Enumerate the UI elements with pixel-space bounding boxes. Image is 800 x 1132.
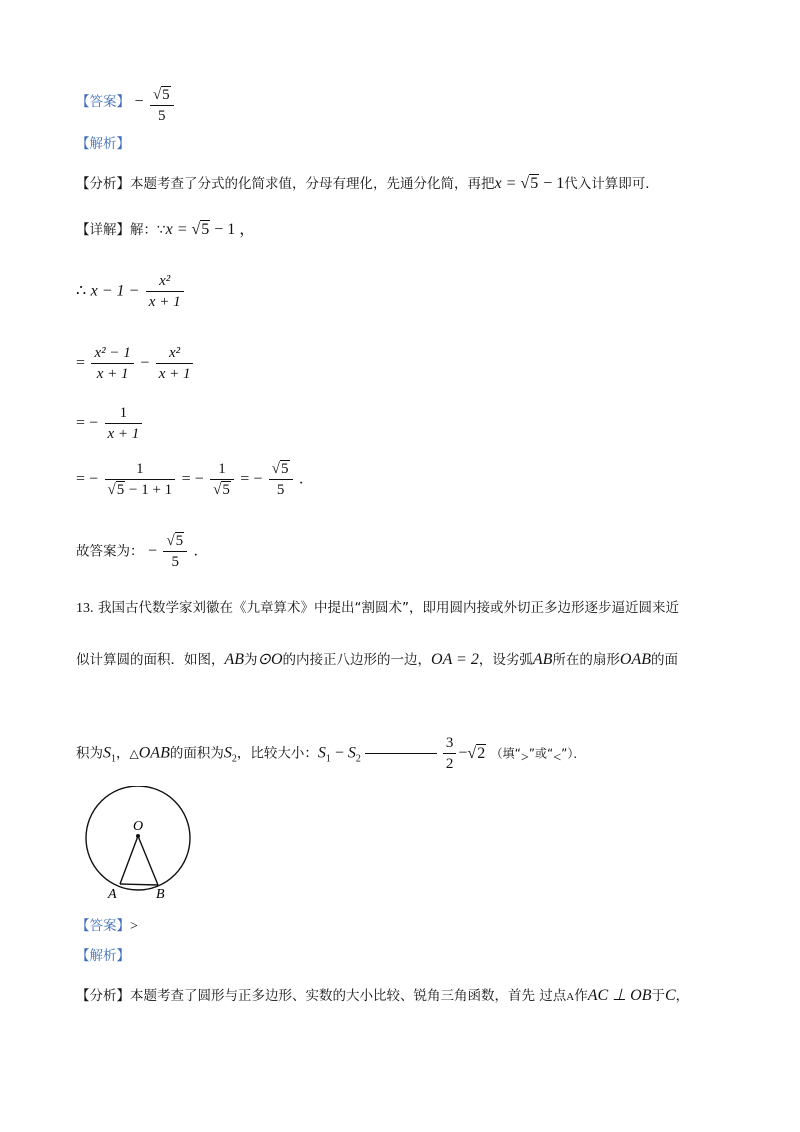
- fenxi-tag: 【分析】: [76, 988, 130, 1004]
- step2-denominator-a: x + 1: [96, 366, 129, 382]
- chord-ab: [120, 884, 158, 885]
- compare-radicand: 2: [477, 744, 486, 762]
- point-a: A: [566, 991, 575, 1003]
- s2-subscript: 2: [231, 753, 237, 765]
- answer-tag: 【答案】: [76, 94, 130, 110]
- radicand: 5: [530, 175, 539, 192]
- fill-hint: （填“: [490, 746, 521, 761]
- xiangjie-text: 解：∵: [130, 222, 166, 238]
- step4-radicand-b: 5: [222, 482, 230, 498]
- stem-text: ，比较大小：: [236, 745, 318, 762]
- perpendicular-expr: AC ⊥ OB: [587, 987, 652, 1004]
- step2-numerator-b: x²: [156, 344, 194, 364]
- step2-fraction-b: [156, 344, 194, 383]
- equals-minus: = −: [76, 414, 99, 432]
- stem-text: ，设劣弧: [478, 652, 533, 668]
- minus-sign: −: [140, 354, 150, 372]
- expr-x: x =: [494, 175, 521, 192]
- step2-line: [76, 344, 195, 383]
- center-point: [136, 834, 140, 838]
- s1-symbol: S: [103, 744, 111, 762]
- q13-stem-line3: 积为$S_1$，△OAB的面积为$S_2$，比较大小：$S_1 - S_2$ $\frac{3}{2}$ −√2 （填“>”或“<”）．: [76, 735, 586, 772]
- final-fraction: $\frac{√5}{5}$: [163, 532, 187, 571]
- fill-hint: ”或“: [528, 746, 554, 761]
- answer-tag: 【答案】: [76, 918, 130, 934]
- stem-text: 的内接正八边形的一边，: [282, 652, 432, 668]
- answer-fraction: $\frac{√5}{5}$: [150, 86, 174, 125]
- final-answer-line-q12: [76, 532, 208, 571]
- step4-fraction-a: $\frac{1}{√5 - 1 + 1}$: [105, 460, 176, 499]
- period: ．: [193, 544, 208, 560]
- answer-radicand: 5: [162, 87, 170, 103]
- compare-fraction: [443, 734, 457, 773]
- step4-radicand-c: 5: [281, 461, 289, 477]
- analysis-header-q13: [76, 946, 130, 966]
- fenxi-line-q12: 【分析】本题考查了分式的化简求值，分母有理化，先通分化简，再把x = √5 − 1代入计算即可．: [76, 175, 659, 192]
- step1-denominator: x + 1: [148, 294, 181, 310]
- yu-text: 于: [651, 988, 665, 1004]
- equals-minus: = −: [240, 470, 263, 488]
- minus-sign: −: [330, 744, 348, 762]
- less-than-option: <: [553, 750, 562, 766]
- radius-oa: [120, 836, 138, 884]
- fenxi-line-q13: [76, 986, 689, 1007]
- given-radicand: 5: [201, 221, 210, 238]
- minus-sign: −: [134, 93, 144, 110]
- answer-value: >: [130, 919, 138, 934]
- analysis-tag: 【解析】: [76, 136, 130, 152]
- step4-fraction-c: $\frac{√5}{5}$: [269, 460, 293, 499]
- triangle-symbol: △: [129, 746, 139, 761]
- fenxi-text-end: 代入计算即可．: [564, 176, 659, 192]
- stem-text: 似计算圆的面积．如图，: [76, 652, 225, 668]
- step3-fraction: [105, 404, 143, 443]
- step4-numerator-a: 1: [105, 460, 176, 480]
- final-answer-text: 故答案为：: [76, 543, 144, 560]
- diff-s1: S: [317, 744, 326, 762]
- segment-ab: AB: [224, 651, 245, 668]
- xiangjie-line-q12: 【详解】解：∵x = √5 − 1 ，: [76, 221, 256, 238]
- analysis-tag: 【解析】: [76, 948, 130, 964]
- question-number: 13.: [76, 601, 94, 616]
- step1-line: [76, 272, 186, 311]
- s1-subscript: 1: [111, 753, 116, 765]
- step3-line: [76, 404, 144, 443]
- compare-numerator: 3: [443, 734, 457, 754]
- step1-numerator: x²: [146, 272, 184, 292]
- diff-s2: S: [347, 744, 356, 762]
- final-denominator: 5: [171, 554, 180, 570]
- step3-denominator: x + 1: [107, 426, 140, 442]
- fenxi-text: 本题考查了分式的化简求值，分母有理化，先通分化简，再把: [130, 176, 495, 192]
- stem-text: 所在的扇形: [552, 652, 620, 668]
- step4-numerator-b: 1: [210, 460, 234, 480]
- stem-text: 积为: [76, 745, 103, 762]
- answer-line-q12: [76, 86, 176, 125]
- xiangjie-tag: 【详解】: [76, 222, 130, 238]
- stem-text: 的面积为: [169, 745, 224, 762]
- fill-hint: ”）．: [561, 746, 586, 761]
- diff-s2-subscript: 2: [355, 753, 361, 765]
- sector-oab: OAB: [619, 651, 652, 668]
- stem-text: 为: [244, 652, 258, 668]
- compare-denominator: 2: [445, 756, 454, 772]
- answer-denominator: 5: [158, 108, 166, 124]
- answer-blank[interactable]: [365, 753, 437, 754]
- equals-minus: = −: [76, 470, 99, 488]
- stem-text: ，: [116, 745, 130, 762]
- comma: ，: [675, 988, 690, 1004]
- minus-sign: −: [147, 542, 157, 560]
- answer-line-q13: [76, 916, 138, 937]
- circle-o: ⊙O: [257, 651, 283, 668]
- stem-text: 的面: [651, 652, 679, 668]
- equals-sign: =: [76, 354, 86, 372]
- fenxi-tag: 【分析】: [76, 176, 130, 192]
- triangle-oab: OAB: [138, 744, 170, 762]
- step2-fraction-a: [91, 344, 133, 383]
- radius-ob: [138, 836, 158, 885]
- zuo-text: 作: [574, 988, 588, 1004]
- arc-ab: AB: [532, 651, 553, 668]
- given-x: x =: [165, 221, 192, 238]
- diff-s1-subscript: 1: [325, 753, 331, 765]
- therefore-sign: ∴: [76, 282, 87, 300]
- step1-fraction: [146, 272, 184, 311]
- step4-radicand-a: 5: [116, 482, 125, 498]
- step4-denominator-c: 5: [276, 482, 285, 498]
- expr-tail: − 1: [539, 175, 565, 192]
- q13-stem-line1: [76, 598, 679, 619]
- label-a: A: [108, 887, 117, 902]
- period: ．: [298, 472, 313, 488]
- oa-equation: OA = 2: [431, 651, 479, 668]
- circle-figure: [78, 786, 218, 906]
- q13-stem-line2: [76, 650, 678, 670]
- q13-stem-text: 我国古代数学家刘徽在《九章算术》中提出“割圆术”，即用圆内接或外切正多边形逐步逼近圆来近: [97, 600, 679, 616]
- fenxi-text: 本题考查了圆形与正多边形、实数的大小比较、锐角三角函数，首先 过点: [130, 988, 567, 1004]
- step4-denominator-tail: − 1 + 1: [125, 482, 173, 498]
- minus-sign: −: [458, 744, 468, 762]
- step4-line: [76, 460, 313, 499]
- analysis-header-q12: [76, 134, 130, 154]
- label-o: O: [133, 819, 144, 834]
- step2-numerator-a: x² − 1: [91, 344, 133, 364]
- label-b: B: [156, 887, 165, 902]
- equals-minus: = −: [181, 470, 204, 488]
- step1-expr: x − 1 −: [90, 282, 140, 300]
- point-c: C: [664, 987, 676, 1004]
- step4-fraction-b: $\frac{1}{√5}$: [210, 460, 234, 499]
- greater-than-option: >: [520, 750, 529, 766]
- given-tail: − 1 ，: [210, 221, 256, 238]
- s2-symbol: S: [223, 744, 232, 762]
- step3-numerator: 1: [105, 404, 143, 424]
- step2-denominator-b: x + 1: [158, 366, 191, 382]
- final-radicand: 5: [175, 533, 184, 549]
